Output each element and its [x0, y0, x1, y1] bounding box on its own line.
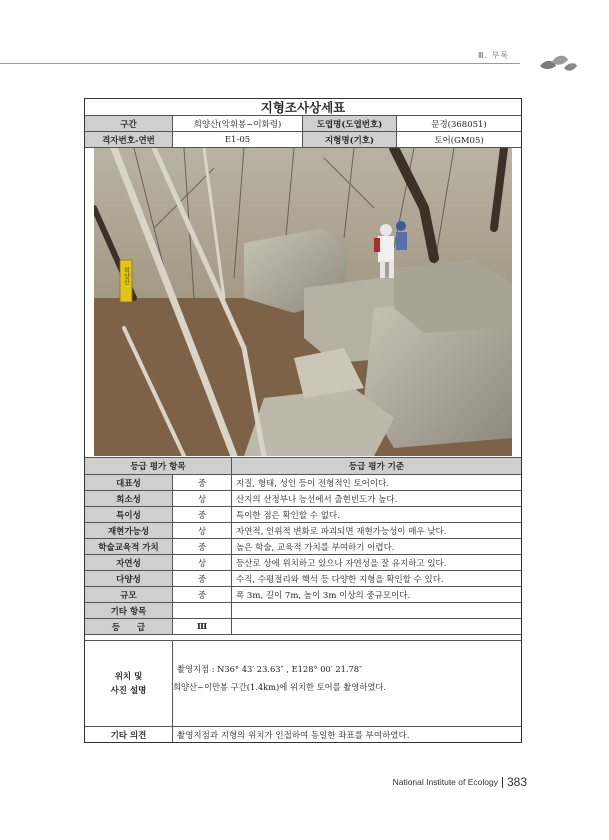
eval-desc: 수직, 수평절리와 핵석 등 다양한 지형을 확인할 수 있다. — [236, 574, 444, 585]
location-label-line2: 사진 설명 — [110, 685, 147, 696]
photo-description-text: 희양산~이만봉 구간(1.4km)에 위치한 토어를 촬영하였다. — [173, 682, 386, 692]
eval-row — [85, 571, 521, 587]
sheet-title-row — [85, 99, 521, 116]
eval-row — [85, 587, 521, 603]
header-rule — [0, 63, 520, 64]
other-opinion-row — [85, 727, 521, 742]
eval-desc: 폭 3m, 길이 7m, 높이 3m 이상의 중규모이다. — [236, 590, 411, 601]
eval-grade: 중 — [173, 475, 232, 490]
eval-row — [85, 523, 521, 539]
eval-item: 학술교육적 가치 — [85, 539, 173, 554]
info-row-2 — [85, 132, 521, 148]
landform-label: 지형명(기호) — [303, 132, 397, 147]
eval-item: 등 급 — [85, 619, 173, 634]
section-value: 희양산(악휘봉~이화령) — [173, 116, 303, 131]
eval-desc: 등산로 상에 위치하고 있으나 자연성을 잘 유지하고 있다. — [236, 558, 447, 569]
eval-desc: 특이한 점은 확인할 수 없다. — [236, 510, 340, 521]
eval-item: 자연성 — [85, 555, 173, 570]
eval-grade: 중 — [173, 587, 232, 602]
eval-grade: 중 — [173, 571, 232, 586]
eval-row — [85, 555, 521, 571]
footer-divider — [502, 777, 503, 788]
eval-row — [85, 507, 521, 523]
footer-org: National Institute of Ecology — [392, 777, 498, 787]
eval-desc — [232, 603, 521, 618]
eval-desc: 지질, 형태, 성인 등이 전형적인 토어이다. — [236, 478, 389, 489]
info-row-1 — [85, 116, 521, 132]
leaf-ornament-icon — [538, 52, 578, 74]
landform-value: 토어(GM05) — [434, 135, 484, 146]
survey-sheet — [84, 98, 522, 743]
sheet-title: 지형조사상세표 — [260, 100, 346, 115]
location-label-line1: 위치 및 — [114, 671, 143, 682]
eval-grade — [173, 603, 232, 618]
eval-row — [85, 475, 521, 491]
page-number: 383 — [506, 775, 527, 789]
eval-grade: 상 — [173, 555, 232, 570]
eval-item: 희소성 — [85, 491, 173, 506]
eval-item-header: 등급 평가 항목 — [85, 458, 232, 474]
eval-row — [85, 539, 521, 555]
grid-number-label: 격자번호-연번 — [85, 132, 173, 147]
eval-row — [85, 603, 521, 619]
section-label: 구간 — [85, 116, 173, 131]
eval-desc: 자연적, 인위적 변화로 파괴되면 재현가능성이 매우 낮다. — [236, 526, 447, 537]
eval-item: 대표성 — [85, 475, 173, 490]
trail-sign-text: 희양산 — [122, 267, 130, 285]
eval-desc: 높은 학술, 교육적 가치를 부여하기 어렵다. — [236, 542, 395, 553]
page-footer — [393, 775, 527, 789]
eval-grade: 상 — [173, 523, 232, 538]
eval-desc: 산지의 산정부나 능선에서 출현빈도가 높다. — [236, 494, 398, 505]
eval-row — [85, 491, 521, 507]
other-opinion-label: 기타 의견 — [85, 727, 173, 742]
eval-row-grade — [85, 619, 521, 635]
location-label — [85, 641, 173, 726]
eval-item: 특이성 — [85, 507, 173, 522]
eval-item: 규모 — [85, 587, 173, 602]
landform-photo — [94, 148, 512, 456]
grid-number-value: E1-05 — [173, 132, 303, 147]
eval-grade: 중 — [173, 539, 232, 554]
eval-grade: 상 — [173, 491, 232, 506]
map-sheet-value: 문경(368051) — [431, 119, 487, 130]
eval-item: 기타 항목 — [85, 603, 173, 618]
eval-header-row — [85, 458, 521, 475]
eval-item: 재현가능성 — [85, 523, 173, 538]
eval-grade: Ⅲ — [173, 619, 232, 634]
eval-criteria-header: 등급 평가 기준 — [232, 458, 521, 474]
eval-item: 다양성 — [85, 571, 173, 586]
eval-grade: 중 — [173, 507, 232, 522]
eval-desc — [232, 619, 521, 634]
map-sheet-label: 도엽명(도엽번호) — [303, 116, 397, 131]
other-opinion-text: 촬영지점과 지형의 위치가 인접하여 동일한 좌표를 부여하였다. — [177, 730, 410, 741]
coordinates-text: 촬영지점 : N36° 43′ 23.63″ , E128° 00′ 21.78″ — [177, 664, 363, 674]
section-header: Ⅲ. 부록 — [478, 51, 510, 60]
